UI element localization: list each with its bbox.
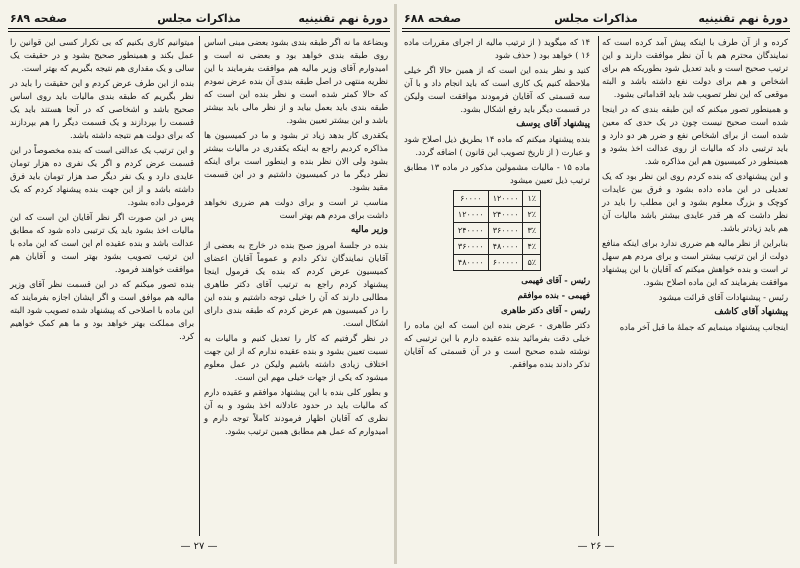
right-page: [400, 8, 792, 560]
left-page-header: [6, 8, 392, 28]
left-page-left-column: [10, 36, 194, 345]
paragraph: میتوانیم کاری بکنیم که بی تکرار کسی این قوانین را عمل بکند و همینطور صحیح بشود و در حقیقت یک سالی و یک مقداری هم نتیجه بگیریم که بهتر است.: [10, 37, 194, 73]
left-page-number: صفحه ۶۸۹: [10, 12, 68, 25]
table-cell: ۲۴۰۰۰۰: [453, 223, 488, 239]
paragraph: کرده و از آن طرف با اینکه پیش آمد کرده است که نمایندگان محترم هم با آن نظر موافقت دارند و این ترتیب صحیح است و باید تعدیل شود بطوریکه هم برای اشخاص و هم برای دولت نفع داشته باشد و البته موقعی که این نظر تصویب شد باید اقداماتی بشود.: [602, 37, 788, 99]
right-page-title: مذاکرات مجلس: [554, 12, 638, 25]
paragraph: یکقدری کار بدهد زیاد تر بشود و ما در کمیسیون ها مذاکره کردیم راجع به اینکه یکقدری در مالیات بیشتر بشود ولی الان نظر بنده و اینطور است برای اینکه نظر دیگر ما در کمیسیون داشتیم و در این قسمت مقید بشود.: [204, 130, 388, 192]
right-page-right-column: [602, 36, 788, 336]
left-page-folio: — ۲۷ —: [180, 541, 218, 552]
paragraph: ماده ۱۵ - مالیات مشمولین مذکور در ماده ۱۳ مطابق ترتیب ذیل تعیین میشود: [404, 162, 590, 185]
table-row: [453, 223, 540, 239]
table-cell: ۴۸۰۰۰۰: [453, 255, 488, 271]
paragraph: ۱۴ که میگوید ( از ترتیب مالیه از اجرای مقررات ماده ۱۶ ) خواهد بود ( حذف شود: [404, 37, 590, 60]
table-cell: ۳۶۰۰۰۰: [453, 239, 488, 255]
paragraph: رئیس - پیشنهادات آقای قرائت میشود: [658, 292, 788, 302]
table-cell: ۳۶۰۰۰۰: [488, 223, 523, 239]
table-row: [453, 239, 540, 255]
column-divider: [598, 36, 599, 536]
paragraph: بنابراین از نظر مالیه هم ضرری ندارد برای اینکه منافع دولت از این ترتیب بیشتر است و برای مردم هم سهل تر است و بنده خواهش میکنم که آقایان با این پیشنهاد موافقت بفرمایند که این ماده اصلاح بشود.: [602, 238, 788, 287]
table-row: [453, 191, 540, 207]
table-cell: ۶۰۰۰۰: [453, 191, 488, 207]
proposal-heading: پیشنهاد آقای یوسف: [516, 119, 590, 129]
paragraph: و بطور کلی بنده با این پیشنهاد موافقم و عقیده دارم که مالیات باید در حدود عادلانه اخذ بشود و به آن نظری که آقایان اظهار فرمودند کاملاً توجه دارم و امیدوارم که عمل هم مطابق همین ترتیب بشود.: [204, 387, 388, 436]
table-cell: ۴۸۰۰۰۰: [488, 239, 523, 255]
paragraph: اینجانب پیشنهاد مینمایم که جملهٔ ما قبل آخر ماده: [619, 322, 788, 332]
right-page-folio: — ۲۶ —: [577, 541, 615, 552]
paragraph: بنده در جلسهٔ امروز صبح بنده در خارج به بعضی از آقایان نمایندگان تذکر دادم و عموماً آقایان اعضای کمیسیون عرض کردم که بنده یک فرمول اینجا پیشنهاد کردم راجع به ترتیب آقای دکتر طاهری مطالبی دارند که آن را خیلی توجه داشتیم و بنده این را در کمیسیون هم عرض کردم که طبقه بندی دارای اشکال است.: [204, 240, 388, 328]
paragraph: مناسب تر است و برای دولت هم ضرری نخواهد داشت برای مردم هم بهتر است: [204, 197, 388, 220]
paragraph: بنده تصور میکنم که در این قسمت نظر آقای وزیر مالیه هم موافق است و اگر ایشان اجازه بفرمایند که این ماده با اصلاحی که پیشنهاد شده تصویب شود البته برای مملکت بهتر خواهد بود و ما هم کمک خواهیم کرد.: [10, 279, 194, 341]
speaker-line: رئیس - آقای دکتر طاهری: [501, 305, 590, 315]
table-row: [453, 207, 540, 223]
left-page-session: دورهٔ نهم تقنینیه: [298, 12, 388, 25]
right-page-header: [400, 8, 792, 28]
column-divider: [199, 36, 200, 536]
table-cell: ۱۲۰۰۰۰: [453, 207, 488, 223]
table-cell: ۱٪: [523, 191, 541, 207]
right-header-rule: [402, 28, 790, 32]
table-cell: ۲۴۰۰۰۰: [488, 207, 523, 223]
book-gutter: [394, 4, 397, 564]
paragraph: و این پیشنهادی که بنده کردم روی این نظر بود که یک تعدیلی در این ماده داده بشود و فرق بین عایدات کوچک و بزرگ معلوم بشود و این مطلب را باید در نظر داشت که هر قدر عایدی بیشتر باشد مالیات آن هم باید زیادتر باشد.: [602, 171, 788, 233]
table-cell: ۵٪: [523, 255, 541, 271]
left-page-title: مذاکرات مجلس: [157, 12, 241, 25]
paragraph: بنده پیشنهاد میکنم که ماده ۱۴ بطریق ذیل اصلاح شود و عبارت ( از تاریخ تصویب این قانون ) اضافه گردد.: [404, 134, 590, 157]
paragraph: کنید و نظر بنده این است که از همین حالا اگر خیلی ملاحظه کنیم یک کاری است که باید انجام داد و با آن سه قسمتی که آقایان فرمودند موافقت است ولیکن در قسمت دیگر باید رفع اشکال بشود.: [404, 65, 590, 114]
table-row: [453, 255, 540, 271]
left-page-right-column: [204, 36, 388, 440]
left-header-rule: [8, 28, 390, 32]
right-page-left-column: [404, 36, 590, 373]
paragraph: و همینطور تصور میکنم که این طبقه بندی که در اینجا شده است صحیح نیست چون در یک حدی که معین شده است از برای اشخاص نفع و ضرر هر دو دارد و باید ترتیبی داد که مالیات از روی عدالت اخذ بشود و همینطور در کمیسیون هم این مذاکره شد.: [602, 104, 788, 166]
speaker-line: فهیمی - بنده موافقم: [517, 290, 590, 300]
proposal-heading: پیشنهاد آقای کاشف: [714, 307, 788, 317]
paragraph: در نظر گرفتیم که کار را تعدیل کنیم و مالیات به نسبت تعیین بشود و بنده عقیده ندارم که از این جهت اختلاف زیادی داشته باشیم ولیکن در عمل معلوم میشود که یکی از جهات خیلی مهم این است.: [204, 333, 388, 382]
speaker-line: رئیس - آقای فهیمی: [521, 275, 590, 285]
table-cell: ۶۰۰۰۰۰: [488, 255, 523, 271]
paragraph: و این ترتیب یک عدالتی است که بنده مخصوصاً در این قسمت عرض کردم و اگر یک نفری ده هزار تومان عایدی دارد و یک نفر دیگر صد هزار تومان باید فرق داشته باشد و از این جهت بنده پیشنهاد کردم که یک فرمولی داده بشود.: [10, 145, 194, 207]
speaker-heading: وزیر مالیه: [350, 225, 388, 235]
right-page-number: صفحه ۶۸۸: [404, 12, 462, 25]
right-page-session: دورهٔ نهم تقنینیه: [698, 12, 788, 25]
paragraph: پس در این صورت اگر نظر آقایان این است که این مالیات اخذ بشود باید یک ترتیبی داده شود که مطابق عدالت باشد و بنده عقیده ام این است که این ماده با این ترتیب تصویب بشود بهتر است و آقایان هم موافقت خواهند فرمود.: [10, 212, 194, 274]
table-cell: ۳٪: [523, 223, 541, 239]
paragraph: دکتر طاهری - عرض بنده این است که این ماده را خیلی دقت بفرمائید بنده عقیده دارم با این ترتیبی که نوشته شده صحیح است و در آن قسمتی که آقایان تذکر دادند بنده موافقم.: [404, 320, 590, 369]
tax-brackets-table: [453, 190, 541, 271]
table-cell: ۴٪: [523, 239, 541, 255]
paragraph: بنده از این طرف عرض کردم و این حقیقت را باید در نظر بگیریم که طبقه بندی مالیات باید روی اساس صحیح باشد و اشخاصی که در آنجا هستند باید یک قسمت را بپردازند و یک قسمت دیگر را هم بپردازند که برای دولت هم نتیجه داشته باشد.: [10, 78, 194, 140]
table-cell: ۲٪: [523, 207, 541, 223]
left-page: [6, 8, 392, 560]
paragraph: وبضاعة ما نه اگر طبقه بندی بشود بعضی مبنی اساس روی طبقه بندی خواهد بود و بعضی نه است و امیدوارم آقای وزیر مالیه هم موافقت بفرمایند با این نظریه منتهی در اصل طبقه بندی آن بنده عرض نمودم که حالا کمتر شده است و نظر بنده این است که طبقه بندی باید بعمل بیاید و از نظر مالی باید بیشتر باشد و این بیشتر تعیین بشود.: [204, 37, 388, 125]
table-cell: ۱۲۰۰۰۰: [488, 191, 523, 207]
